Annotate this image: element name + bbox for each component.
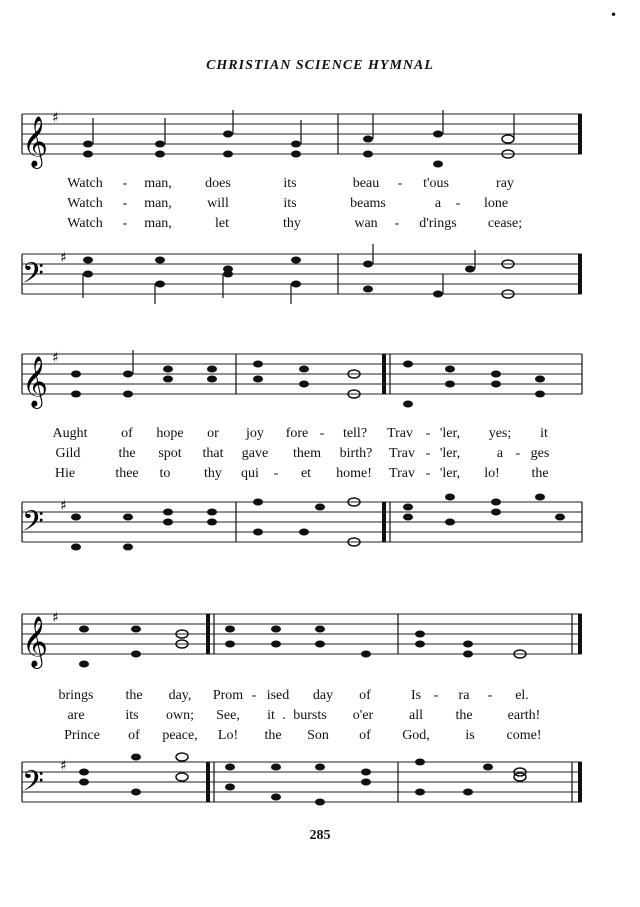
treble-clef-icon: 𝄞 <box>22 616 49 667</box>
lyric-syllable: - <box>251 688 257 703</box>
lyric-syllable: Prince <box>64 728 100 743</box>
bass-clef-icon: 𝄢 <box>22 765 44 805</box>
lyric-syllable: spot <box>158 446 182 461</box>
lyric-syllable: earth! <box>507 708 541 723</box>
lyric-syllable: lo! <box>484 466 500 481</box>
lyric-syllable: the <box>118 446 136 461</box>
lyric-syllable: - <box>455 196 461 211</box>
lyric-syllable: 'ler, <box>439 466 461 481</box>
lyric-syllable: lone <box>483 196 509 211</box>
lyric-syllable: is <box>465 728 475 743</box>
lyric-syllable: Watch <box>67 176 103 191</box>
lyric-syllable: its <box>125 708 139 723</box>
lyric-syllable: qui <box>241 466 259 481</box>
lyric-syllable: Son <box>307 728 329 743</box>
lyric-syllable: Prom <box>212 688 244 703</box>
lyric-syllable: bursts <box>293 708 327 723</box>
lyric-syllable: - <box>319 426 325 441</box>
lyric-syllable: them <box>293 446 321 461</box>
lyric-syllable: el. <box>515 688 529 703</box>
lyric-syllable: the <box>264 728 282 743</box>
lyric-syllable: man, <box>144 196 172 211</box>
lyric-syllable: it <box>267 708 275 723</box>
lyric-syllable: Hie <box>54 466 76 481</box>
page-header: CHRISTIAN SCIENCE HYMNAL <box>206 58 434 73</box>
treble-notes <box>79 626 526 668</box>
lyric-syllable: Aught <box>52 426 88 441</box>
lyric-syllable: - <box>397 176 403 191</box>
lyric-syllable: thy <box>204 466 222 481</box>
treble-clef-icon: 𝄞 <box>22 116 49 167</box>
lyric-syllable: - <box>122 196 128 211</box>
lyric-syllable: thy <box>283 216 301 231</box>
lyric-syllable: Lo! <box>217 728 239 743</box>
lyric-syllable: d'rings <box>419 216 457 231</box>
lyric-syllable: day <box>312 688 334 703</box>
lyric-syllable: ray <box>496 176 514 191</box>
lyric-syllable: come! <box>506 728 542 743</box>
lyric-syllable: - <box>425 446 431 461</box>
lyric-syllable: peace, <box>162 728 198 743</box>
lyric-syllable: home! <box>336 466 372 481</box>
lyric-syllable: ised <box>266 688 290 703</box>
lyric-syllable: let <box>215 216 229 231</box>
lyric-syllable: Is <box>410 688 422 703</box>
lyrics <box>59 688 542 743</box>
lyric-syllable: - <box>433 688 439 703</box>
lyric-syllable: or <box>207 426 219 441</box>
lyric-syllable: thee <box>115 466 139 481</box>
page-number: 285 <box>309 828 331 843</box>
lyric-syllable: . <box>282 708 286 723</box>
lyric-syllable: the <box>125 688 143 703</box>
lyric-syllable: beams <box>350 196 386 211</box>
sharp-icon: ♯ <box>52 610 59 626</box>
lyric-syllable: own; <box>166 708 194 723</box>
lyric-syllable: - <box>515 446 521 461</box>
lyric-syllable: wan <box>354 216 378 231</box>
lyric-syllable: - <box>487 688 493 703</box>
lyrics <box>53 426 550 481</box>
bass-clef-icon: 𝄢 <box>22 257 44 297</box>
treble-staff <box>22 110 582 169</box>
lyric-syllable: See, <box>216 708 240 723</box>
treble-staff <box>22 350 582 409</box>
music-system-1 <box>0 100 640 310</box>
lyric-syllable: tell? <box>342 426 368 441</box>
lyric-syllable: gave <box>241 446 269 461</box>
lyric-syllable: Gild <box>55 446 81 461</box>
sharp-icon: ♯ <box>60 758 67 774</box>
lyric-syllable: God, <box>402 728 430 743</box>
lyric-syllable: birth? <box>339 446 373 461</box>
lyric-syllable: ges <box>530 446 550 461</box>
lyric-syllable: all <box>409 708 423 723</box>
sharp-icon: ♯ <box>52 110 59 126</box>
lyric-syllable: - <box>273 466 279 481</box>
lyric-syllable: Watch <box>67 216 103 231</box>
lyrics <box>67 176 522 231</box>
lyric-syllable: brings <box>58 688 94 703</box>
lyric-syllable: ra <box>458 688 470 703</box>
lyric-syllable: hope <box>156 426 184 441</box>
treble-notes <box>71 350 545 408</box>
lyric-syllable: Trav <box>387 426 413 441</box>
lyric-syllable: will <box>207 196 229 211</box>
lyric-syllable: are <box>67 708 85 723</box>
lyric-syllable: its <box>283 176 297 191</box>
lyric-syllable: man, <box>144 216 172 231</box>
lyric-syllable: a <box>496 446 504 461</box>
lyric-syllable: yes; <box>488 426 512 441</box>
treble-notes <box>83 110 514 168</box>
lyric-syllable: et <box>300 466 312 481</box>
lyric-syllable: Trav <box>389 446 415 461</box>
lyric-syllable: - <box>425 426 431 441</box>
lyric-syllable: 'ler, <box>439 426 461 441</box>
lyric-syllable: day, <box>168 688 192 703</box>
sharp-icon: ♯ <box>60 250 67 266</box>
lyric-syllable: Trav <box>389 466 415 481</box>
lyric-syllable: - <box>394 216 400 231</box>
treble-staff <box>22 610 582 669</box>
lyric-syllable: t'ous <box>423 176 449 191</box>
lyric-syllable: 'ler, <box>439 446 461 461</box>
lyric-syllable: joy <box>246 426 264 441</box>
lyric-syllable: Watch <box>67 196 103 211</box>
lyric-syllable: a <box>434 196 442 211</box>
lyric-syllable: the <box>531 466 549 481</box>
lyric-syllable: beau <box>352 176 380 191</box>
music-system-2 <box>0 340 640 560</box>
lyric-syllable: its <box>283 196 297 211</box>
lyric-syllable: to <box>159 466 171 481</box>
lyric-syllable: - <box>425 466 431 481</box>
bass-staff <box>22 250 582 297</box>
lyric-syllable: of <box>128 728 140 743</box>
sharp-icon: ♯ <box>52 350 59 366</box>
treble-clef-icon: 𝄞 <box>22 356 49 407</box>
lyric-syllable: it <box>540 426 548 441</box>
lyric-syllable: does <box>205 176 231 191</box>
lyric-syllable: the <box>455 708 473 723</box>
lyric-syllable: o'er <box>352 708 374 723</box>
bass-notes <box>79 753 526 806</box>
lyric-syllable: that <box>202 446 224 461</box>
lyric-syllable: of <box>359 728 371 743</box>
sharp-icon: ♯ <box>60 498 67 514</box>
lyric-syllable: - <box>122 176 128 191</box>
lyric-syllable: cease; <box>487 216 523 231</box>
lyric-syllable: fore <box>285 426 309 441</box>
lyric-syllable: man, <box>144 176 172 191</box>
lyric-syllable: of <box>359 688 371 703</box>
lyric-syllable: of <box>121 426 133 441</box>
bass-staff <box>22 758 582 805</box>
corner-mark: • <box>610 8 618 22</box>
music-system-3 <box>0 600 640 820</box>
lyric-syllable: - <box>122 216 128 231</box>
bass-clef-icon: 𝄢 <box>22 505 44 545</box>
